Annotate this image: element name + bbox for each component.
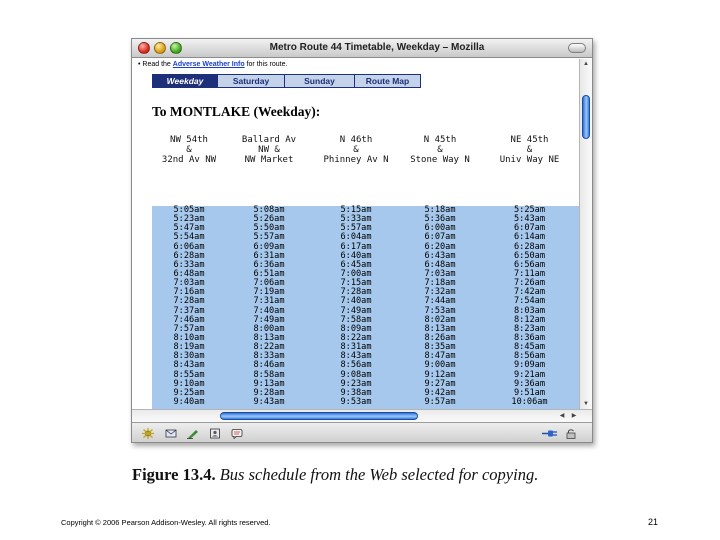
time-cell[interactable]: 7:15am	[340, 278, 372, 289]
irc-chat-icon[interactable]	[231, 428, 243, 439]
vertical-scrollbar[interactable]	[579, 59, 592, 409]
time-cell[interactable]: 5:18am	[424, 205, 456, 215]
time-cell[interactable]: 8:56am	[513, 351, 546, 362]
time-cell[interactable]: 8:43am	[173, 360, 205, 371]
time-cell[interactable]: 5:47am	[173, 223, 205, 234]
time-cell[interactable]: 6:33am	[173, 259, 205, 270]
tab-saturday[interactable]: Saturday	[217, 74, 285, 88]
time-cell[interactable]: 7:46am	[173, 314, 205, 325]
scroll-down-arrow-icon[interactable]: ▼	[583, 401, 589, 407]
time-cell[interactable]: 6:56am	[513, 259, 546, 270]
tab-sunday[interactable]: Sunday	[284, 74, 355, 88]
time-cell[interactable]: 7:40am	[253, 305, 285, 316]
time-cell[interactable]: 8:12am	[513, 314, 546, 325]
mail-icon[interactable]	[165, 428, 177, 439]
time-cell[interactable]: 5:08am	[253, 205, 285, 215]
column-header	[312, 135, 400, 165]
time-cell[interactable]: 9:27am	[424, 378, 456, 389]
zoom-window-button[interactable]	[170, 42, 182, 54]
column-header	[152, 135, 226, 165]
time-cell[interactable]: 7:53am	[424, 305, 456, 316]
column-header-line: NW &	[258, 145, 280, 155]
time-cell[interactable]: 8:22am	[253, 342, 285, 353]
time-cell[interactable]: 8:26am	[424, 332, 456, 343]
column-header-line: NW 54th	[170, 135, 208, 145]
time-cell[interactable]: 6:36am	[253, 259, 285, 270]
time-cell[interactable]: 9:38am	[340, 387, 372, 398]
time-cell[interactable]: 8:31am	[340, 342, 372, 353]
time-cell[interactable]: 7:28am	[173, 296, 205, 307]
page-number: 21	[648, 517, 659, 527]
time-cell[interactable]: 6:07am	[424, 232, 456, 243]
time-cell[interactable]: 6:45am	[340, 259, 372, 270]
time-cell[interactable]: 5:23am	[173, 214, 205, 225]
time-cell[interactable]: 8:13am	[424, 323, 456, 334]
time-cell[interactable]: 7:42am	[513, 287, 546, 298]
column-header-line: N 45th	[423, 135, 457, 145]
time-cell[interactable]: 7:32am	[424, 287, 456, 298]
time-cell[interactable]: 7:49am	[340, 305, 372, 316]
timetable-body[interactable]	[152, 206, 579, 409]
column-header-line: Ballard Av	[241, 135, 297, 145]
time-cell[interactable]: 9:42am	[424, 387, 456, 398]
time-cell[interactable]: 9:43am	[253, 396, 285, 407]
time-cell[interactable]: 7:44am	[424, 296, 456, 307]
time-cell[interactable]: 9:57am	[424, 396, 456, 407]
address-book-icon[interactable]	[209, 428, 221, 439]
column-header-line: Stone Way N	[410, 155, 470, 165]
page-heading: To MONTLAKE (Weekday):	[152, 104, 321, 119]
time-cell[interactable]: 6:43am	[424, 250, 456, 261]
time-cell[interactable]: 7:37am	[173, 305, 205, 316]
time-cell[interactable]: 8:43am	[340, 351, 372, 362]
time-cell[interactable]: 9:51am	[513, 387, 546, 398]
time-cell[interactable]: 6:28am	[513, 241, 546, 252]
time-cell[interactable]: 8:56am	[340, 360, 372, 371]
column-header	[480, 135, 579, 165]
time-cell[interactable]: 9:53am	[340, 396, 372, 407]
time-cell[interactable]: 7:18am	[424, 278, 456, 289]
online-status-icon[interactable]	[542, 428, 560, 439]
figure-number: Figure 13.4.	[132, 465, 216, 484]
time-cell[interactable]: 8:46am	[253, 360, 285, 371]
time-cell[interactable]: 9:09am	[513, 360, 546, 371]
time-cell[interactable]: 9:21am	[513, 369, 546, 380]
time-cell[interactable]: 7:03am	[424, 268, 456, 279]
time-cell[interactable]: 7:06am	[253, 278, 285, 289]
time-cell[interactable]: 6:17am	[340, 241, 372, 252]
time-cell[interactable]: 5:36am	[424, 214, 456, 225]
figure-caption-text: Bus schedule from the Web selected for copying.	[219, 465, 539, 484]
time-cell[interactable]: 6:51am	[253, 268, 285, 279]
minimize-window-button[interactable]	[154, 42, 166, 54]
time-cell[interactable]: 8:09am	[340, 323, 372, 334]
window-title: Metro Route 44 Timetable, Weekday – Mozilla	[269, 42, 485, 53]
table-row[interactable]	[152, 398, 579, 407]
column-header-line: &	[353, 145, 359, 155]
time-cell[interactable]: 8:30am	[173, 351, 205, 362]
column-header-line: Univ Way NE	[499, 155, 560, 165]
time-cell[interactable]: 5:15am	[340, 205, 372, 215]
time-cell[interactable]: 7:49am	[253, 314, 285, 325]
time-cell[interactable]: 7:58am	[340, 314, 372, 325]
time-cell[interactable]: 8:02am	[424, 314, 456, 325]
time-cell[interactable]: 8:00am	[253, 323, 285, 334]
time-cell[interactable]: 6:04am	[340, 232, 372, 243]
time-cell[interactable]: 6:09am	[253, 241, 285, 252]
page-content	[132, 59, 579, 409]
time-cell[interactable]: 6:40am	[340, 250, 372, 261]
time-cell[interactable]: 5:05am	[173, 205, 205, 215]
time-cell[interactable]: 8:47am	[424, 351, 456, 362]
column-header-line: Phinney Av N	[323, 155, 389, 165]
column-header	[400, 135, 480, 165]
time-cell[interactable]: 7:00am	[340, 268, 372, 279]
time-cell[interactable]: 10:06am	[511, 396, 548, 407]
time-cell[interactable]: 7:19am	[253, 287, 285, 298]
column-header-line: 32nd Av NW	[161, 155, 217, 165]
time-cell[interactable]: 7:57am	[173, 323, 205, 334]
notice-prefix: Read the	[142, 61, 171, 68]
weather-notice	[138, 61, 287, 68]
time-cell[interactable]: 7:03am	[173, 278, 205, 289]
time-cell[interactable]: 5:25am	[513, 205, 546, 215]
time-cell[interactable]: 5:57am	[340, 223, 372, 234]
time-cell[interactable]: 9:25am	[173, 387, 205, 398]
scroll-left-arrow-icon[interactable]: ◀	[559, 413, 565, 419]
time-cell[interactable]: 7:26am	[513, 278, 546, 289]
time-cell[interactable]: 5:57am	[253, 232, 285, 243]
scroll-right-arrow-icon[interactable]: ▶	[571, 413, 577, 419]
time-cell[interactable]: 7:31am	[253, 296, 285, 307]
time-cell[interactable]: 6:48am	[173, 268, 205, 279]
time-cell[interactable]: 8:55am	[173, 369, 205, 380]
time-cell[interactable]: 7:40am	[340, 296, 372, 307]
time-cell[interactable]: 8:22am	[340, 332, 372, 343]
title-bar[interactable]	[132, 39, 592, 58]
time-cell[interactable]: 9:28am	[253, 387, 285, 398]
time-cell[interactable]: 5:33am	[340, 214, 372, 225]
time-cell[interactable]: 5:54am	[173, 232, 205, 243]
tab-route-map[interactable]: Route Map	[354, 74, 421, 88]
horizontal-scrollbar[interactable]	[132, 409, 592, 422]
schedule-tabs	[152, 74, 420, 88]
time-cell[interactable]: 6:07am	[513, 223, 546, 234]
time-cell[interactable]: 9:36am	[513, 378, 546, 389]
time-cell[interactable]: 9:23am	[340, 378, 372, 389]
time-cell[interactable]: 8:45am	[513, 342, 546, 353]
toolbar-toggle-button[interactable]	[568, 43, 586, 53]
time-cell[interactable]: 8:10am	[173, 332, 205, 343]
time-cell[interactable]: 6:20am	[424, 241, 456, 252]
time-cell[interactable]: 9:40am	[173, 396, 205, 407]
time-cell[interactable]: 8:03am	[513, 305, 546, 316]
time-cell[interactable]: 8:58am	[253, 369, 285, 380]
time-cell[interactable]: 9:00am	[424, 360, 456, 371]
close-window-button[interactable]	[138, 42, 150, 54]
time-cell[interactable]: 7:11am	[513, 268, 546, 279]
time-cell[interactable]: 6:00am	[424, 223, 456, 234]
time-cell[interactable]: 6:31am	[253, 250, 285, 261]
navigator-icon[interactable]	[142, 428, 154, 439]
column-header-line: &	[186, 145, 192, 155]
time-cell[interactable]: 6:28am	[173, 250, 205, 261]
time-cell[interactable]: 9:12am	[424, 369, 456, 380]
time-cell[interactable]: 8:36am	[513, 332, 546, 343]
scroll-up-arrow-icon[interactable]: ▲	[583, 61, 589, 67]
tab-weekday[interactable]: Weekday	[152, 74, 218, 88]
time-cell[interactable]: 8:23am	[513, 323, 546, 334]
browser-window	[131, 38, 593, 443]
time-cell[interactable]: 6:14am	[513, 232, 546, 243]
time-cell[interactable]: 6:48am	[424, 259, 456, 270]
time-cell[interactable]: 8:19am	[173, 342, 205, 353]
time-cell[interactable]: 6:06am	[173, 241, 205, 252]
notice-bullet: •	[138, 61, 141, 68]
figure-caption	[132, 465, 538, 485]
horizontal-scroll-thumb[interactable]	[220, 412, 418, 420]
time-cell[interactable]: 8:33am	[253, 351, 285, 362]
column-header-line: &	[526, 145, 533, 155]
time-cell[interactable]: 7:16am	[173, 287, 205, 298]
column-header-line: &	[437, 145, 443, 155]
time-cell[interactable]: 7:28am	[340, 287, 372, 298]
time-cell[interactable]: 9:13am	[253, 378, 285, 389]
time-cell[interactable]: 8:13am	[253, 332, 285, 343]
copyright-notice: Copyright © 2006 Pearson Addison-Wesley. All rights reserved.	[61, 518, 271, 527]
time-cell[interactable]: 9:08am	[340, 369, 372, 380]
time-cell[interactable]: 8:35am	[424, 342, 456, 353]
time-cell[interactable]: 5:43am	[513, 214, 546, 225]
time-cell[interactable]: 5:50am	[253, 223, 285, 234]
column-header-line: NE 45th	[510, 135, 549, 145]
time-cell[interactable]: 6:50am	[513, 250, 546, 261]
time-cell[interactable]: 5:26am	[253, 214, 285, 225]
status-bar	[132, 422, 592, 443]
column-header	[226, 135, 312, 165]
adverse-weather-link[interactable]: Adverse Weather Info	[172, 61, 245, 68]
timetable-header	[152, 135, 579, 165]
composer-icon[interactable]	[187, 428, 199, 439]
notice-suffix: for this route.	[246, 61, 288, 68]
column-header-line: NW Market	[244, 155, 294, 165]
time-cell[interactable]: 7:54am	[513, 296, 546, 307]
column-header-line: N 46th	[339, 135, 373, 145]
security-lock-icon[interactable]	[564, 428, 578, 439]
vertical-scroll-thumb[interactable]	[582, 95, 590, 139]
time-cell[interactable]: 9:10am	[173, 378, 205, 389]
